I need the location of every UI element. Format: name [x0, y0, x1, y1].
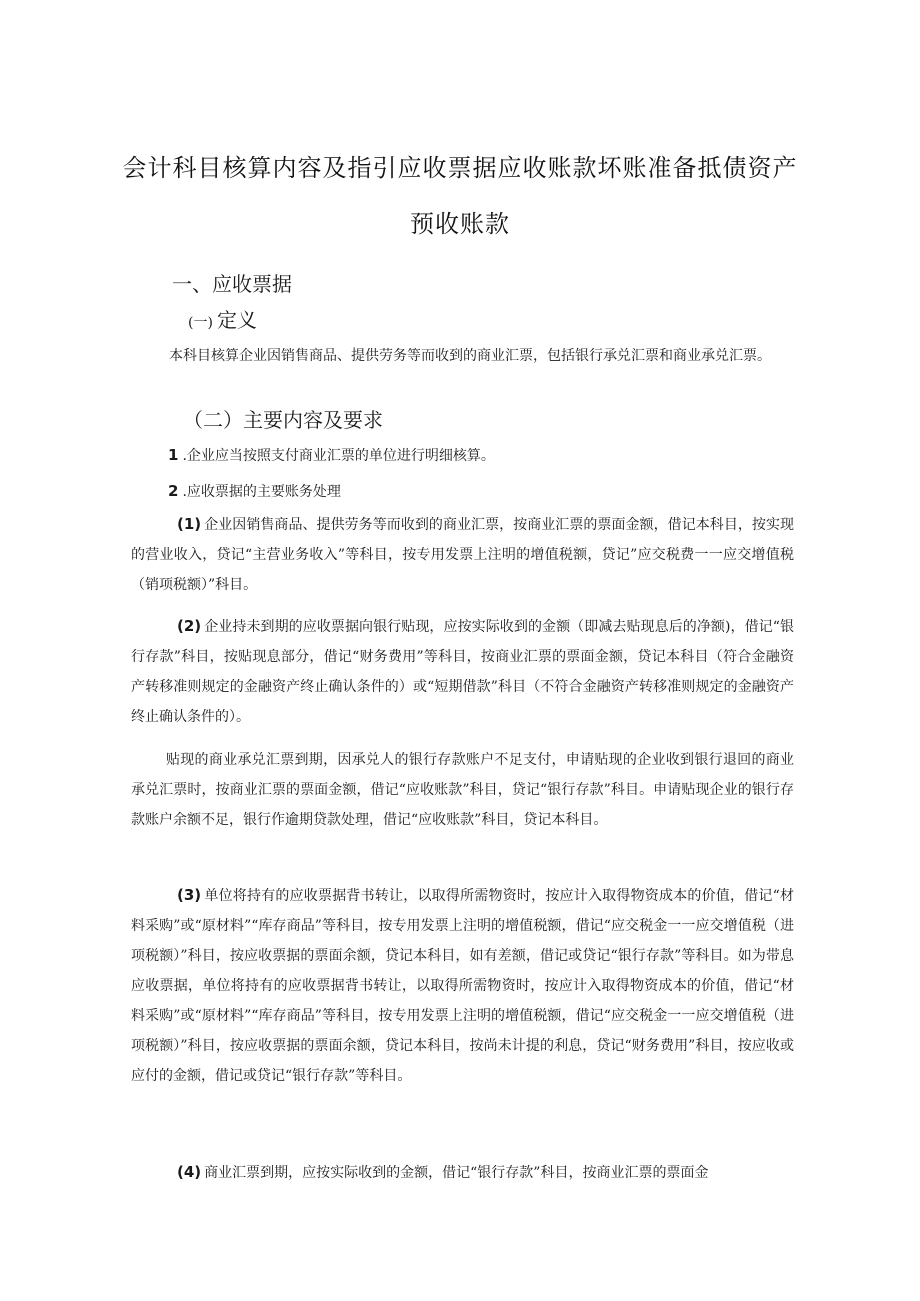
paragraph-item-2 [131, 611, 794, 732]
paragraph-item-3 [131, 880, 794, 1091]
paragraph-discount: 贴现的商业承兑汇票到期，因承兑人的银行存款账户不足支付，申请贴现的企业收到银行退回的商业承兑汇票时，按商业汇票的票面金额，借记“应收账款”科目，贷记“银行存款”科目。申请贴现企业的银行存款账户余额不足，银行作逾期贷款处理，借记“应收账款”科目，贷记本科目。 [131, 752, 794, 828]
list-item [168, 445, 495, 465]
paragraph-item-1 [131, 509, 794, 600]
paragraph-text: 商业汇票到期，应按实际收到的金额，借记“银行存款”科目，按商业汇票的票面金 [204, 1165, 709, 1181]
list-item-number: 1 [168, 446, 179, 464]
paragraph-text: 企业持未到期的应收票据向银行贴现，应按实际收到的金额（即减去贴现息后的净额)，借记“银行存款”科目，按贴现息部分，借记“财务费用”等科目，按商业汇票的票面金额，贷记本科目（符合金融资产转移准则规定的金融资产终止确认条件的）或“短期借款”科目（不符合金融资产转移准则规定的金融资产终止确认条件的）。 [131, 619, 794, 725]
definition-paragraph: 本科目核算企业因销售商品、提供劳务等而收到的商业汇票，包括银行承兑汇票和商业承兑汇票。 [169, 348, 771, 364]
paragraph-item-4 [131, 1157, 794, 1188]
paragraph-text: 企业因销售商品、提供劳务等而收到的商业汇票，按商业汇票的票面金额，借记本科目，按实现的营业收入，贷记“主营业务收入”等科目，按专用发票上注明的增值税额，贷记”应交税费一一应交增值税（销项税额）”科目。 [131, 517, 794, 593]
subsection-heading-requirements: （二）主要内容及要求 [183, 408, 383, 432]
paragraph-number: (2) [177, 617, 202, 635]
subsection-heading-definition [188, 304, 257, 333]
list-item [168, 481, 341, 501]
paragraph-number: (3) [177, 886, 202, 904]
subsection-number: (一) [188, 315, 213, 331]
document-title-line1: 会计科目核算内容及指引应收票据应收账款坏账准备抵债资产 [122, 154, 798, 182]
list-item-text: .企业应当按照支付商业汇票的单位进行明细核算。 [182, 448, 495, 464]
document-title-line2: 预收账款 [410, 210, 510, 238]
list-item-number: 2 [168, 482, 179, 500]
list-item-text: .应收票据的主要账务处理 [182, 484, 341, 500]
paragraph-number: (1) [177, 515, 202, 533]
section-heading: 一、应收票据 [172, 272, 292, 296]
subsection-title: 定义 [216, 308, 257, 332]
paragraph-number: (4) [177, 1163, 202, 1181]
paragraph-text: 单位将持有的应收票据背书转让，以取得所需物资时，按应计入取得物资成本的价值，借记“材料采购”或“原材料”“库存商品”等科目，按专用发票上注明的增值税额，借记“应交税金一一应交增值税（进项税额）”科目，按应收票据的票面余额，贷记本科目，如有差额，借记或贷记“银行存款”等科目。如为带息应收票据，单位将持有的应收票据背书转让，以取得所需物资时，按应计入取得物资成本的价值，借记“材料采购”或“原材料”“库存商品”等科目，按专用发票上注明的增值税额，借记“应交税金一一应交增值税（进项税额）”科目，按应收票据的票面余额，贷记本科目，按尚未计提的利息，贷记“财务费用”科目，按应收或应付的金额，借记或贷记“银行存款”等科目。 [131, 888, 794, 1084]
